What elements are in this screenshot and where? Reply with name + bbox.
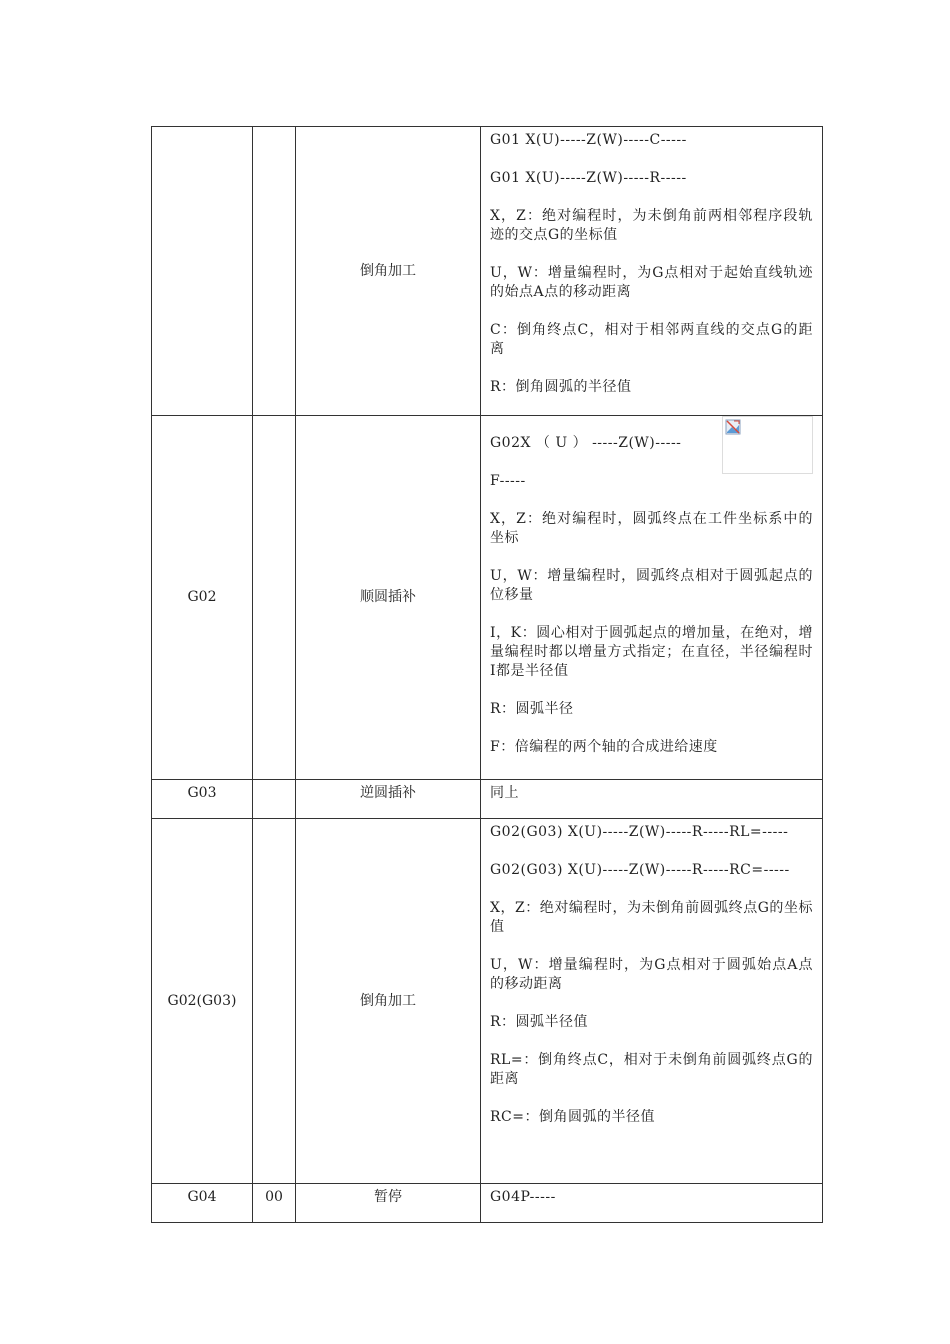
description-line: U，W：增量编程时，为G点相对于圆弧始点A点的移动距离 (490, 957, 813, 992)
syntax-line: G02(G03) X(U)-----Z(W)-----R-----RC=----- (490, 862, 790, 878)
syntax-line: G01 X(U)-----Z(W)-----R----- (490, 170, 687, 186)
description-line: X，Z：绝对编程时，为未倒角前圆弧终点G的坐标值 (490, 900, 813, 935)
code-cell: G04 (152, 1184, 253, 1223)
description-line: RL=：倒角终点C，相对于未倒角前圆弧终点G的距离 (490, 1052, 813, 1087)
group-cell (253, 127, 296, 416)
description-line: C：倒角终点C，相对于相邻两直线的交点G的距离 (490, 322, 813, 357)
description-cell (481, 819, 823, 1184)
description-line: X，Z：绝对编程时，为未倒角前两相邻程序段轨迹的交点G的坐标值 (490, 208, 813, 243)
function-cell: 倒角加工 (296, 819, 481, 1184)
group-cell: 00 (253, 1184, 296, 1223)
description-line: R：圆弧半径值 (490, 1014, 589, 1030)
description-line: 同上 (490, 785, 519, 801)
description-line: X，Z：绝对编程时，圆弧终点在工件坐标系中的坐标 (490, 511, 813, 546)
description-line: U，W：增量编程时，圆弧终点相对于圆弧起点的位移量 (490, 568, 813, 603)
broken-image-icon (725, 419, 741, 435)
embedded-image (722, 416, 813, 474)
syntax-line: G02(G03) X(U)-----Z(W)-----R-----RL=----- (490, 824, 789, 840)
group-cell (253, 416, 296, 780)
description-line: I，K：圆心相对于圆弧起点的增加量，在绝对，增量编程时都以增量方式指定；在直径，半径编程时I都是半径值 (490, 625, 813, 679)
description-line: R：倒角圆弧的半径值 (490, 379, 632, 395)
description-line: RC=：倒角圆弧的半径值 (490, 1109, 655, 1125)
table-row (152, 1184, 823, 1223)
description-line: U，W：增量编程时，为G点相对于起始直线轨迹的始点A点的移动距离 (490, 265, 813, 300)
code-cell: G02(G03) (152, 819, 253, 1184)
code-cell (152, 127, 253, 416)
table-row (152, 780, 823, 819)
table-row (152, 819, 823, 1184)
function-cell: 倒角加工 (296, 127, 481, 416)
description-cell (481, 1184, 823, 1223)
syntax-line: G04P----- (490, 1189, 556, 1205)
description-cell (481, 127, 823, 416)
description-line: R：圆弧半径 (490, 701, 574, 717)
table-row (152, 127, 823, 416)
function-cell: 逆圆插补 (296, 780, 481, 819)
code-cell: G03 (152, 780, 253, 819)
description-cell (481, 780, 823, 819)
syntax-line: G01 X(U)-----Z(W)-----C----- (490, 132, 687, 148)
code-cell: G02 (152, 416, 253, 780)
group-cell (253, 780, 296, 819)
function-cell: 顺圆插补 (296, 416, 481, 780)
syntax-line: F----- (490, 473, 526, 489)
group-cell (253, 819, 296, 1184)
function-cell: 暂停 (296, 1184, 481, 1223)
gcode-table (151, 126, 823, 1223)
syntax-line: G02X （ U ） -----Z(W)----- (490, 435, 682, 451)
description-line: F：倍编程的两个轴的合成进给速度 (490, 739, 718, 755)
